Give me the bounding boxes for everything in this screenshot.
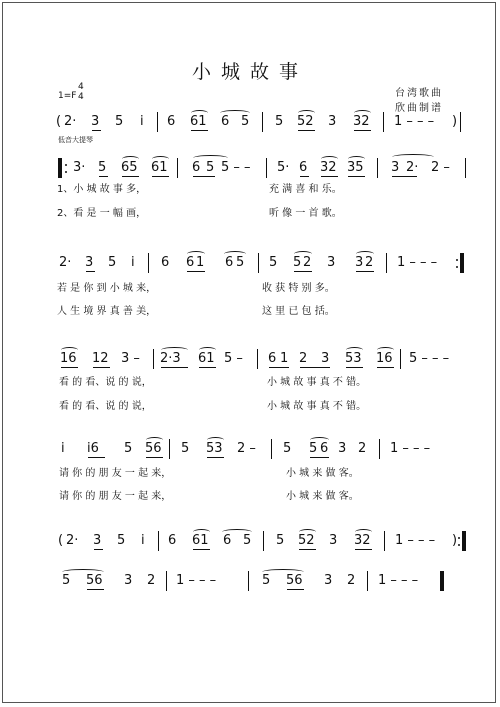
slur — [207, 437, 224, 443]
note: 32 — [354, 533, 371, 548]
barline — [248, 571, 249, 591]
barline — [262, 112, 263, 132]
note: 2 — [147, 573, 156, 588]
repeat-end — [460, 253, 464, 273]
key-signature: 1=F — [58, 91, 77, 101]
slur — [356, 251, 374, 257]
barline — [153, 349, 154, 369]
slur — [193, 155, 228, 161]
note: 32 — [320, 160, 337, 175]
notation-line-4 — [0, 350, 500, 368]
underline — [294, 271, 312, 272]
note: 6 — [268, 351, 277, 366]
slur — [346, 347, 363, 353]
note: 3 — [338, 441, 347, 456]
note: 2 — [365, 255, 374, 270]
barline — [263, 531, 264, 551]
note: 3 — [391, 160, 400, 175]
meter-top: 4 — [78, 82, 84, 92]
lyric-verse1-b: 充 满 喜 和 乐。 — [269, 184, 342, 195]
lyric-line5-verse2-a: 请 你 的 朋 友 一 起 来， — [59, 491, 172, 502]
underline — [299, 549, 316, 550]
barline — [379, 439, 380, 459]
note: 5 — [117, 533, 126, 548]
underline — [321, 176, 338, 177]
note: 6 — [161, 255, 170, 270]
lyric-verse1-a: 1、小 城 故 事 多， — [57, 184, 147, 195]
note: 6 — [192, 160, 201, 175]
slur — [146, 437, 163, 443]
final-barline — [440, 571, 444, 591]
underline — [191, 130, 208, 131]
note: i — [141, 533, 145, 548]
slur — [298, 110, 315, 116]
note: 56 — [286, 573, 303, 588]
underline — [193, 549, 210, 550]
slur — [355, 529, 372, 535]
note: 2· — [59, 255, 72, 270]
barline — [367, 571, 368, 591]
note: 56 — [86, 573, 103, 588]
repeat-dot — [458, 544, 460, 546]
underline — [93, 367, 110, 368]
note: 3 — [93, 533, 102, 548]
lyric-line4-verse1-b: 小 城 故 事 真 不 错。 — [267, 377, 367, 388]
note: 3 — [324, 573, 333, 588]
note: 2 — [358, 441, 367, 456]
repeat-dot — [65, 164, 67, 166]
note: 2 – — [237, 441, 256, 456]
note: 61 — [190, 114, 207, 129]
note: 6 — [223, 533, 232, 548]
slur — [392, 154, 434, 160]
slur — [199, 347, 216, 353]
slur — [61, 347, 78, 353]
barline — [158, 531, 159, 551]
barline — [386, 253, 387, 273]
note: 5 — [283, 441, 292, 456]
repeat-dot — [458, 537, 460, 539]
note: 61 — [198, 351, 215, 366]
underline — [310, 457, 329, 458]
underline — [356, 271, 374, 272]
note: 3 — [321, 351, 330, 366]
note: 32 — [353, 114, 370, 129]
note: 61 — [192, 533, 209, 548]
note: 53 — [345, 351, 362, 366]
notation-line-intro — [0, 113, 500, 131]
note: 1 – – – — [395, 533, 436, 548]
lyric-line5-verse1-a: 请 你 的 朋 友 一 起 来， — [59, 468, 172, 479]
slur — [152, 156, 169, 162]
underline — [92, 130, 101, 131]
underline — [61, 367, 78, 368]
note: 5 — [275, 114, 284, 129]
slur — [122, 156, 139, 162]
barline — [266, 158, 267, 178]
note: 2 — [299, 351, 308, 366]
note: 1 – – – — [390, 441, 431, 456]
underline — [348, 176, 365, 177]
slur — [222, 529, 252, 535]
repeat-dot — [65, 171, 67, 173]
lyric-line5-verse1-b: 小 城 来 做 客。 — [286, 468, 359, 479]
note: 3 — [327, 255, 336, 270]
underline — [152, 176, 169, 177]
barline — [258, 253, 259, 273]
note: 3 — [91, 114, 100, 129]
underline — [193, 176, 215, 177]
lyric-line3-verse2-b: 这 里 已 包 括。 — [262, 306, 335, 317]
note: 6 — [186, 255, 195, 270]
note: 2· — [406, 160, 419, 175]
note: 5 — [206, 160, 215, 175]
note: i — [131, 255, 135, 270]
underline — [300, 367, 330, 368]
underline — [86, 271, 95, 272]
underline — [346, 367, 363, 368]
underline — [392, 176, 417, 177]
note: 52 — [298, 533, 315, 548]
underline — [354, 130, 371, 131]
note: 56 — [145, 441, 162, 456]
note: i — [61, 441, 65, 456]
slur — [220, 110, 250, 116]
barline — [148, 253, 149, 273]
note: 5 — [293, 255, 302, 270]
lyric-line4-verse2-a: 看 的 看、说 的 说， — [59, 401, 152, 412]
repeat-dot — [456, 259, 458, 261]
note: 5 — [241, 114, 250, 129]
note: 52 — [297, 114, 314, 129]
barline — [166, 571, 167, 591]
note: 6 — [299, 160, 308, 175]
lyric-line3-verse1-b: 收 获 特 别 多。 — [262, 283, 335, 294]
note: 6 — [320, 441, 329, 456]
repeat-dot — [456, 266, 458, 268]
note: i6 — [87, 441, 99, 456]
underline — [94, 549, 103, 550]
underline — [207, 457, 224, 458]
note: 5· — [277, 160, 290, 175]
barline — [377, 158, 378, 178]
note: 3 — [124, 573, 133, 588]
note: 2·3 — [160, 351, 181, 366]
note: 3 — [329, 533, 338, 548]
repeat-start — [58, 158, 62, 178]
underline — [88, 457, 105, 458]
note: 5 — [181, 441, 190, 456]
lyric-line3-verse2-a: 人 生 境 界 真 善 美， — [57, 306, 157, 317]
barline — [400, 349, 401, 369]
note: 12 — [92, 351, 109, 366]
note: 1 – – – — [397, 255, 438, 270]
lyric-verse2-b: 听 像 一 首 歌。 — [269, 208, 342, 219]
note: 65 — [121, 160, 138, 175]
instrument-label: 低音大提琴 — [58, 136, 93, 144]
note: 3 — [328, 114, 337, 129]
lyric-line5-verse2-b: 小 城 来 做 客。 — [286, 491, 359, 502]
note: 61 — [151, 160, 168, 175]
notation-line-verse — [0, 159, 500, 177]
barline — [383, 112, 384, 132]
slur — [321, 156, 338, 162]
barline — [460, 112, 461, 132]
note: 2· — [64, 114, 77, 129]
note: 35 — [347, 160, 364, 175]
note: 3 – — [121, 351, 140, 366]
slur — [299, 529, 316, 535]
note: 2 – — [431, 160, 450, 175]
notation-line-5 — [0, 440, 500, 458]
note: 5 — [124, 441, 133, 456]
note: 5 — [115, 114, 124, 129]
note: 1 — [280, 351, 289, 366]
note: 6 — [221, 114, 230, 129]
note: 5 — [276, 533, 285, 548]
lyric-line4-verse2-b: 小 城 故 事 真 不 错。 — [267, 401, 367, 412]
note: 5 — [243, 533, 252, 548]
slur — [161, 347, 188, 353]
underline — [122, 176, 139, 177]
underline — [87, 589, 104, 590]
note: 5 — [62, 573, 71, 588]
slur — [62, 569, 104, 575]
underline — [187, 271, 205, 272]
notation-line-3 — [0, 254, 500, 272]
note: 5 — [236, 255, 245, 270]
note: 1 – – – — [176, 573, 217, 588]
song-origin: 台湾歌曲 — [395, 88, 443, 99]
note: 3 — [85, 255, 94, 270]
slur — [310, 437, 329, 443]
barline — [257, 349, 258, 369]
note: 2 — [303, 255, 312, 270]
barline — [271, 439, 272, 459]
barline — [384, 531, 385, 551]
note: i — [140, 114, 144, 129]
note: ) — [452, 533, 458, 548]
barline — [177, 158, 178, 178]
note: 16 — [60, 351, 77, 366]
slur — [187, 251, 205, 257]
time-signature — [78, 82, 84, 102]
notation-line-ending — [0, 572, 500, 590]
note: 5 — [108, 255, 117, 270]
slur — [193, 529, 210, 535]
underline — [99, 176, 108, 177]
lyric-line3-verse1-a: 若 是 你 到 小 城 来， — [57, 283, 157, 294]
note: 5 — [98, 160, 107, 175]
note: 1 – – – — [378, 573, 419, 588]
arranger-credit: 欣曲制谱 — [395, 103, 443, 114]
song-title: 小城故事 — [191, 61, 308, 83]
note: ( — [58, 533, 64, 548]
note: 3· — [73, 160, 86, 175]
repeat-end — [462, 531, 466, 551]
underline — [355, 549, 372, 550]
note: 16 — [376, 351, 393, 366]
note: 5 – — [224, 351, 243, 366]
note: 6 — [168, 533, 177, 548]
underline — [161, 367, 188, 368]
slur — [224, 251, 246, 257]
meter-bottom: 4 — [78, 92, 84, 102]
note: 5 — [262, 573, 271, 588]
lyric-verse2-a: 2、看 是 一 幅 画， — [57, 208, 147, 219]
barline — [465, 158, 466, 178]
note: 5 – – — [221, 160, 251, 175]
underline — [377, 367, 394, 368]
note: 6 — [167, 114, 176, 129]
slur — [294, 251, 312, 257]
underline — [300, 176, 309, 177]
slur — [354, 110, 371, 116]
slur — [262, 569, 304, 575]
note: 53 — [206, 441, 223, 456]
note: 5 — [309, 441, 318, 456]
underline — [298, 130, 315, 131]
underline — [146, 457, 163, 458]
note: ( — [56, 114, 62, 129]
underline — [287, 589, 304, 590]
note: 6 — [225, 255, 234, 270]
barline — [169, 439, 170, 459]
slur — [191, 110, 208, 116]
underline — [269, 367, 289, 368]
note: 5 – – – — [409, 351, 450, 366]
underline — [199, 367, 216, 368]
note: 1 — [196, 255, 205, 270]
note: 5 — [269, 255, 278, 270]
lyric-line4-verse1-a: 看 的 看、说 的 说， — [59, 377, 152, 388]
note: 3 — [355, 255, 364, 270]
notation-line-interlude — [0, 532, 500, 550]
note: ) — [452, 114, 458, 129]
note: 1 – – – — [394, 114, 435, 129]
note: 2· — [66, 533, 79, 548]
note: 2 — [347, 573, 356, 588]
barline — [157, 112, 158, 132]
slur — [348, 156, 365, 162]
slur — [377, 347, 394, 353]
